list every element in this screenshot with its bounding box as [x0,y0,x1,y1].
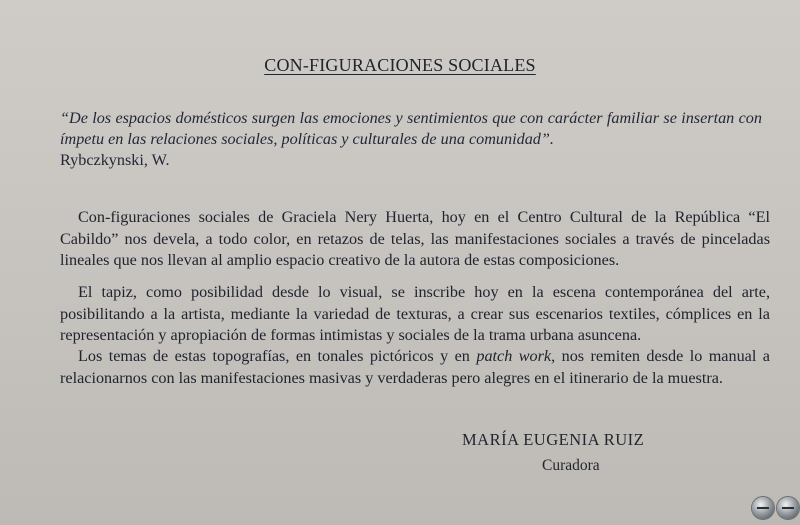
signature-role: Curadora [542,457,600,474]
document-title: CON-FIGURACIONES SOCIALES [264,55,536,75]
paragraph-3-emphasis: patch work [476,347,552,365]
paragraph-3 [60,346,770,389]
paragraph-1: Con-figuraciones sociales de Graciela Nery Huerta, hoy en el Centro Cultural de la República “El Cabildo” nos devela, a todo color, en retazos de telas, las manifestaciones sociales a través de pinceladas lineales que nos llevan al amplio espacio creativo de la autora de estas composiciones. [60,208,770,269]
epigraph-quote: “De los espacios domésticos surgen las emociones y sentimientos que con carácter familiar se insertan con ímpetu en las relaciones sociales, políticas y culturales de una comunidad”. [60,109,762,148]
watermark-badge-icon [777,497,799,519]
paragraph-3-end: , nos remiten desde lo manual a relacionarnos con las manifestaciones masivas y verdaderas pero alegres en el itinerario de la muestra. [60,347,770,387]
epigraph-author: Rybczkynski, W. [60,151,170,169]
watermark-badge-icon [752,497,774,519]
paragraph-2: El tapiz, como posibilidad desde lo visual, se inscribe hoy en la escena contemporánea del arte, posibilitando a la artista, mediante la variedad de texturas, a crear sus escenarios textiles, cómplices en la representación y apropiación de formas intimistas y sociales de la trama urbana asuncena. [60,283,770,344]
paragraph-3-start: Los temas de estas topografías, en tonales pictóricos y en [78,347,477,365]
signature-name: MARÍA EUGENIA RUIZ [462,430,645,449]
